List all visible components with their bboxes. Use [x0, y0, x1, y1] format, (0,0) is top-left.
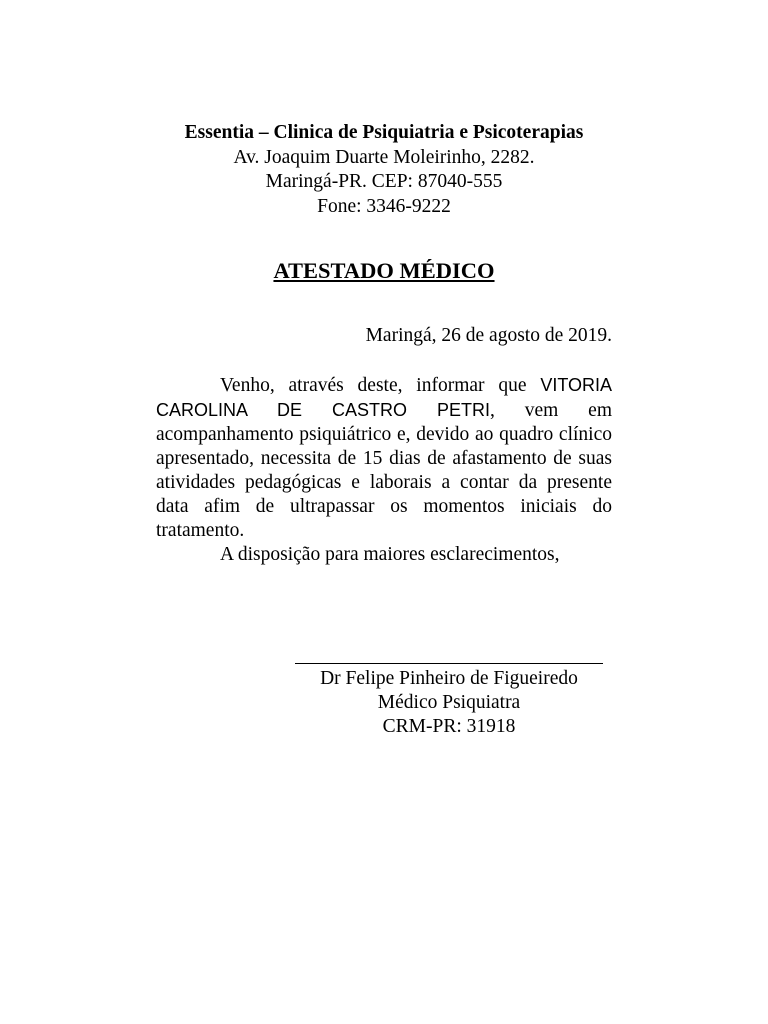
patient-name: VITORIA CAROLINA DE CASTRO PETRI: [156, 375, 612, 420]
clinic-address: Av. Joaquim Duarte Moleirinho, 2282.: [233, 146, 535, 168]
body-content: , vem em acompanhamento psiquiátrico e, devido ao quadro clínico apresentado, necessita de 15 dias de afastamento de suas atividades pedagógicas e laborais a contar da presente data afim de ultrapassar os momentos iniciais do tratamento.: [156, 400, 612, 541]
signature-block: [295, 667, 603, 739]
body-intro: Venho, através deste, informar que: [220, 375, 541, 396]
doctor-name: Dr Felipe Pinheiro de Figueiredo: [320, 668, 578, 689]
clinic-city-cep: Maringá-PR. CEP: 87040-555: [265, 171, 503, 192]
signature-line: [295, 663, 603, 664]
document-title: ATESTADO MÉDICO: [273, 258, 495, 283]
doctor-crm: CRM-PR: 31918: [382, 716, 516, 737]
clinic-phone: Fone: 3346-9222: [317, 195, 451, 217]
doctor-role: Médico Psiquiatra: [377, 692, 521, 713]
closing-paragraph: A disposição para maiores esclarecimentos,: [220, 544, 560, 565]
body-paragraph: [156, 373, 612, 543]
date-line: Maringá, 26 de agosto de 2019.: [365, 325, 612, 346]
document-body: [156, 373, 612, 567]
clinic-name: Essentia – Clinica de Psiquiatria e Psicoterapias: [184, 122, 584, 143]
clinic-header: [150, 121, 618, 219]
